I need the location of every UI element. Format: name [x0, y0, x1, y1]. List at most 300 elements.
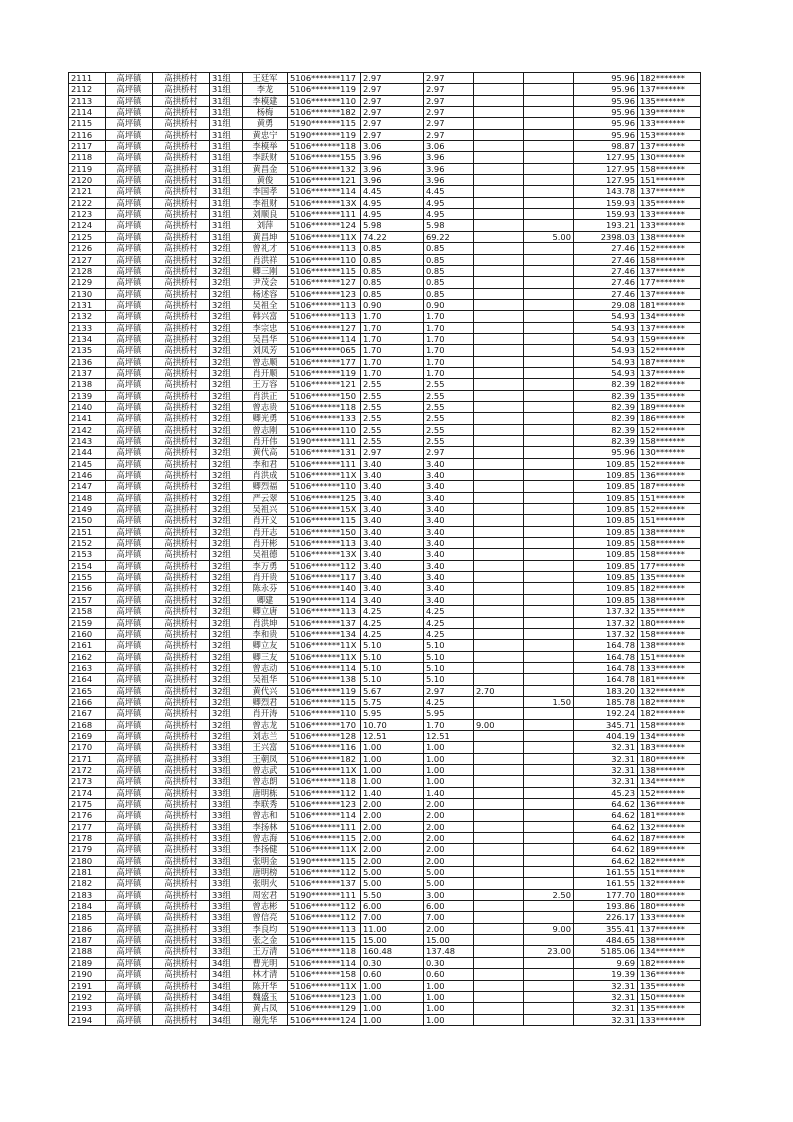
cell-town: 高坪镇 [106, 492, 153, 503]
cell-v1: 2.55 [361, 401, 424, 412]
cell-id: 5106*******132 [288, 163, 361, 174]
cell-amount: 32.31 [574, 991, 638, 1002]
cell-v3 [474, 458, 524, 469]
cell-amount: 64.62 [574, 810, 638, 821]
cell-v3 [474, 799, 524, 810]
cell-v1: 3.06 [361, 141, 424, 152]
cell-name: 曾志贵 [243, 401, 288, 412]
cell-amount: 9.69 [574, 957, 638, 968]
cell-phone: 132******* [638, 821, 701, 832]
cell-v4 [524, 651, 574, 662]
cell-no: 2162 [69, 651, 106, 662]
cell-group: 32组 [210, 685, 243, 696]
table-row [69, 799, 701, 810]
cell-no: 2158 [69, 606, 106, 617]
cell-no: 2118 [69, 152, 106, 163]
cell-no: 2137 [69, 367, 106, 378]
cell-group: 32组 [210, 481, 243, 492]
cell-v4 [524, 288, 574, 299]
cell-no: 2193 [69, 1003, 106, 1014]
cell-group: 32组 [210, 413, 243, 424]
cell-id: 5106*******111 [288, 209, 361, 220]
cell-v2: 3.06 [424, 141, 474, 152]
cell-v3 [474, 118, 524, 129]
cell-no: 2129 [69, 277, 106, 288]
cell-village: 高拱桥村 [153, 969, 210, 980]
cell-group: 33组 [210, 867, 243, 878]
cell-town: 高坪镇 [106, 867, 153, 878]
cell-village: 高拱桥村 [153, 1003, 210, 1014]
cell-amount: 27.46 [574, 243, 638, 254]
cell-town: 高坪镇 [106, 390, 153, 401]
cell-name: 唐明栋 [243, 787, 288, 798]
cell-village: 高拱桥村 [153, 867, 210, 878]
cell-id: 5106*******127 [288, 277, 361, 288]
cell-name: 李跃财 [243, 152, 288, 163]
cell-no: 2145 [69, 458, 106, 469]
cell-name: 李龙 [243, 84, 288, 95]
cell-phone: 152******* [638, 458, 701, 469]
cell-no: 2123 [69, 209, 106, 220]
cell-phone: 133******* [638, 118, 701, 129]
cell-v2: 2.55 [424, 436, 474, 447]
table-row [69, 197, 701, 208]
cell-group: 33组 [210, 753, 243, 764]
cell-no: 2180 [69, 855, 106, 866]
cell-no: 2192 [69, 991, 106, 1002]
table-row [69, 95, 701, 106]
cell-v3 [474, 141, 524, 152]
cell-village: 高拱桥村 [153, 833, 210, 844]
cell-village: 高拱桥村 [153, 458, 210, 469]
cell-amount: 137.32 [574, 617, 638, 628]
cell-v4 [524, 197, 574, 208]
cell-group: 32组 [210, 367, 243, 378]
table-row [69, 118, 701, 129]
cell-phone: 137******* [638, 186, 701, 197]
cell-v2: 4.45 [424, 186, 474, 197]
cell-amount: 95.96 [574, 129, 638, 140]
cell-no: 2194 [69, 1014, 106, 1025]
cell-amount: 127.95 [574, 152, 638, 163]
cell-phone: 151******* [638, 492, 701, 503]
cell-v4 [524, 265, 574, 276]
cell-phone: 132******* [638, 878, 701, 889]
cell-group: 33组 [210, 855, 243, 866]
cell-id: 5106*******115 [288, 515, 361, 526]
cell-village: 高拱桥村 [153, 481, 210, 492]
cell-v2: 3.96 [424, 175, 474, 186]
cell-v3 [474, 413, 524, 424]
cell-amount: 164.78 [574, 674, 638, 685]
cell-v2: 2.97 [424, 107, 474, 118]
cell-id: 5106*******133 [288, 413, 361, 424]
cell-v2: 4.25 [424, 617, 474, 628]
cell-name: 卿建 [243, 594, 288, 605]
cell-v4 [524, 538, 574, 549]
cell-v1: 0.90 [361, 299, 424, 310]
cell-name: 张之金 [243, 935, 288, 946]
cell-name: 杨述容 [243, 288, 288, 299]
cell-no: 2166 [69, 696, 106, 707]
cell-v3 [474, 889, 524, 900]
cell-town: 高坪镇 [106, 821, 153, 832]
cell-id: 5106*******134 [288, 628, 361, 639]
cell-group: 32组 [210, 651, 243, 662]
cell-no: 2156 [69, 583, 106, 594]
cell-v4 [524, 322, 574, 333]
cell-v1: 7.00 [361, 912, 424, 923]
cell-name: 谢先华 [243, 1014, 288, 1025]
cell-phone: 136******* [638, 470, 701, 481]
cell-phone: 152******* [638, 787, 701, 798]
cell-v2: 4.25 [424, 606, 474, 617]
cell-group: 34组 [210, 969, 243, 980]
cell-no: 2113 [69, 95, 106, 106]
table-row [69, 526, 701, 537]
cell-name: 杨梅 [243, 107, 288, 118]
table-row [69, 515, 701, 526]
cell-id: 5106*******114 [288, 662, 361, 673]
cell-v1: 5.95 [361, 708, 424, 719]
cell-v3 [474, 844, 524, 855]
cell-v3 [474, 288, 524, 299]
cell-v1: 5.00 [361, 867, 424, 878]
cell-name: 肖洪坤 [243, 617, 288, 628]
cell-amount: 109.85 [574, 560, 638, 571]
cell-amount: 109.85 [574, 458, 638, 469]
cell-v2: 4.25 [424, 628, 474, 639]
cell-amount: 64.62 [574, 833, 638, 844]
cell-name: 曹光明 [243, 957, 288, 968]
cell-name: 唐明榜 [243, 867, 288, 878]
cell-v3 [474, 367, 524, 378]
cell-phone: 186******* [638, 413, 701, 424]
cell-town: 高坪镇 [106, 470, 153, 481]
cell-town: 高坪镇 [106, 322, 153, 333]
cell-amount: 82.39 [574, 436, 638, 447]
cell-id: 5106*******113 [288, 606, 361, 617]
table-row [69, 356, 701, 367]
cell-id: 5106*******118 [288, 141, 361, 152]
cell-v4 [524, 515, 574, 526]
cell-village: 高拱桥村 [153, 356, 210, 367]
cell-id: 5106*******111 [288, 821, 361, 832]
cell-group: 32组 [210, 526, 243, 537]
cell-v2: 1.00 [424, 753, 474, 764]
cell-amount: 98.87 [574, 141, 638, 152]
cell-id: 5106*******114 [288, 810, 361, 821]
cell-group: 32组 [210, 662, 243, 673]
cell-amount: 82.39 [574, 413, 638, 424]
cell-village: 高拱桥村 [153, 424, 210, 435]
cell-v3 [474, 401, 524, 412]
cell-village: 高拱桥村 [153, 107, 210, 118]
cell-v1: 2.97 [361, 447, 424, 458]
cell-village: 高拱桥村 [153, 129, 210, 140]
cell-name: 李模建 [243, 95, 288, 106]
cell-v2: 0.30 [424, 957, 474, 968]
cell-v1: 3.40 [361, 515, 424, 526]
cell-v3: 2.70 [474, 685, 524, 696]
cell-v1: 3.40 [361, 572, 424, 583]
cell-id: 5106*******118 [288, 401, 361, 412]
cell-v4 [524, 95, 574, 106]
table-row [69, 458, 701, 469]
cell-v3 [474, 969, 524, 980]
cell-v3 [474, 231, 524, 242]
cell-v4 [524, 492, 574, 503]
cell-id: 5190*******115 [288, 118, 361, 129]
cell-v4 [524, 776, 574, 787]
cell-name: 吴祖德 [243, 549, 288, 560]
table-row [69, 708, 701, 719]
cell-no: 2187 [69, 935, 106, 946]
cell-phone: 150******* [638, 991, 701, 1002]
cell-amount: 32.31 [574, 764, 638, 775]
cell-name: 卿立唐 [243, 606, 288, 617]
cell-town: 高坪镇 [106, 935, 153, 946]
cell-v1: 2.55 [361, 390, 424, 401]
cell-v2: 3.40 [424, 504, 474, 515]
cell-v1: 2.97 [361, 73, 424, 84]
cell-name: 曾志刚 [243, 424, 288, 435]
cell-village: 高拱桥村 [153, 504, 210, 515]
cell-no: 2119 [69, 163, 106, 174]
table-row [69, 628, 701, 639]
cell-v4 [524, 640, 574, 651]
cell-town: 高坪镇 [106, 243, 153, 254]
cell-v3 [474, 594, 524, 605]
cell-v3 [474, 878, 524, 889]
cell-no: 2186 [69, 923, 106, 934]
cell-id: 5106*******140 [288, 583, 361, 594]
cell-v1: 15.00 [361, 935, 424, 946]
cell-no: 2172 [69, 764, 106, 775]
cell-village: 高拱桥村 [153, 753, 210, 764]
cell-v4: 2.50 [524, 889, 574, 900]
cell-village: 高拱桥村 [153, 277, 210, 288]
cell-phone: 158******* [638, 538, 701, 549]
cell-amount: 54.93 [574, 345, 638, 356]
cell-group: 32组 [210, 436, 243, 447]
cell-amount: 109.85 [574, 583, 638, 594]
cell-v1: 1.00 [361, 776, 424, 787]
cell-amount: 54.93 [574, 356, 638, 367]
cell-group: 34组 [210, 991, 243, 1002]
cell-v3 [474, 776, 524, 787]
cell-v2: 2.55 [424, 424, 474, 435]
cell-v2: 2.00 [424, 821, 474, 832]
cell-amount: 27.46 [574, 288, 638, 299]
cell-town: 高坪镇 [106, 889, 153, 900]
cell-village: 高拱桥村 [153, 322, 210, 333]
cell-village: 高拱桥村 [153, 470, 210, 481]
cell-phone: 135******* [638, 572, 701, 583]
cell-village: 高拱桥村 [153, 231, 210, 242]
cell-amount: 82.39 [574, 401, 638, 412]
cell-id: 5106*******113 [288, 243, 361, 254]
cell-no: 2120 [69, 175, 106, 186]
cell-v1: 1.70 [361, 333, 424, 344]
table-row [69, 810, 701, 821]
cell-town: 高坪镇 [106, 560, 153, 571]
cell-group: 32组 [210, 345, 243, 356]
cell-village: 高拱桥村 [153, 447, 210, 458]
cell-village: 高拱桥村 [153, 617, 210, 628]
cell-town: 高坪镇 [106, 538, 153, 549]
cell-group: 32组 [210, 538, 243, 549]
cell-id: 5106*******124 [288, 220, 361, 231]
cell-v3 [474, 129, 524, 140]
table-row [69, 606, 701, 617]
cell-village: 高拱桥村 [153, 379, 210, 390]
cell-v4 [524, 628, 574, 639]
cell-phone: 137******* [638, 288, 701, 299]
cell-no: 2136 [69, 356, 106, 367]
cell-v4 [524, 764, 574, 775]
cell-village: 高拱桥村 [153, 572, 210, 583]
cell-town: 高坪镇 [106, 504, 153, 515]
cell-v3 [474, 379, 524, 390]
cell-v3 [474, 617, 524, 628]
cell-v4 [524, 753, 574, 764]
cell-phone: 130******* [638, 152, 701, 163]
cell-v2: 5.10 [424, 651, 474, 662]
cell-town: 高坪镇 [106, 107, 153, 118]
cell-amount: 404.19 [574, 730, 638, 741]
cell-village: 高拱桥村 [153, 776, 210, 787]
cell-v3 [474, 912, 524, 923]
cell-id: 5106*******112 [288, 867, 361, 878]
cell-town: 高坪镇 [106, 1014, 153, 1025]
cell-amount: 45.23 [574, 787, 638, 798]
cell-name: 曾志动 [243, 662, 288, 673]
table-row [69, 492, 701, 503]
cell-v2: 2.55 [424, 413, 474, 424]
cell-phone: 151******* [638, 651, 701, 662]
cell-v1: 3.40 [361, 458, 424, 469]
cell-id: 5106*******110 [288, 254, 361, 265]
cell-no: 2182 [69, 878, 106, 889]
table-row [69, 1003, 701, 1014]
cell-name: 李模举 [243, 141, 288, 152]
cell-village: 高拱桥村 [153, 821, 210, 832]
cell-name: 严云翠 [243, 492, 288, 503]
table-row [69, 651, 701, 662]
cell-v2: 5.00 [424, 867, 474, 878]
table-row [69, 1014, 701, 1025]
cell-village: 高拱桥村 [153, 730, 210, 741]
cell-amount: 127.95 [574, 175, 638, 186]
cell-name: 王廷军 [243, 73, 288, 84]
cell-town: 高坪镇 [106, 787, 153, 798]
table-row [69, 742, 701, 753]
cell-name: 肖开贵 [243, 572, 288, 583]
cell-v3 [474, 833, 524, 844]
cell-v3 [474, 1003, 524, 1014]
cell-village: 高拱桥村 [153, 163, 210, 174]
cell-v4 [524, 141, 574, 152]
cell-group: 33组 [210, 946, 243, 957]
cell-v1: 2.00 [361, 821, 424, 832]
cell-phone: 187******* [638, 833, 701, 844]
cell-v2: 5.10 [424, 640, 474, 651]
cell-phone: 181******* [638, 299, 701, 310]
cell-v4 [524, 152, 574, 163]
cell-id: 5106*******125 [288, 492, 361, 503]
cell-name: 李良均 [243, 923, 288, 934]
cell-group: 32组 [210, 254, 243, 265]
cell-v4 [524, 163, 574, 174]
cell-group: 32组 [210, 696, 243, 707]
cell-town: 高坪镇 [106, 186, 153, 197]
cell-v3 [474, 209, 524, 220]
cell-no: 2163 [69, 662, 106, 673]
cell-v4 [524, 617, 574, 628]
cell-phone: 182******* [638, 708, 701, 719]
cell-name: 肖洪正 [243, 390, 288, 401]
cell-phone: 152******* [638, 243, 701, 254]
cell-v4: 5.00 [524, 231, 574, 242]
cell-v1: 12.51 [361, 730, 424, 741]
table-row [69, 617, 701, 628]
cell-town: 高坪镇 [106, 163, 153, 174]
cell-group: 32组 [210, 583, 243, 594]
cell-group: 33组 [210, 799, 243, 810]
cell-name: 林才清 [243, 969, 288, 980]
cell-v1: 5.75 [361, 696, 424, 707]
cell-v4 [524, 867, 574, 878]
cell-id: 5190*******114 [288, 594, 361, 605]
cell-v4 [524, 277, 574, 288]
cell-group: 31组 [210, 163, 243, 174]
cell-id: 5106*******137 [288, 878, 361, 889]
cell-v2: 0.85 [424, 277, 474, 288]
cell-v1: 4.25 [361, 606, 424, 617]
cell-v1: 2.00 [361, 833, 424, 844]
cell-phone: 180******* [638, 753, 701, 764]
cell-v3 [474, 867, 524, 878]
cell-v2: 7.00 [424, 912, 474, 923]
cell-name: 卿光勇 [243, 413, 288, 424]
cell-town: 高坪镇 [106, 730, 153, 741]
cell-no: 2190 [69, 969, 106, 980]
cell-v4 [524, 549, 574, 560]
table-row [69, 322, 701, 333]
cell-village: 高拱桥村 [153, 220, 210, 231]
cell-v2: 2.97 [424, 118, 474, 129]
cell-v1: 0.60 [361, 969, 424, 980]
cell-phone: 133******* [638, 220, 701, 231]
cell-id: 5106*******112 [288, 901, 361, 912]
cell-v2: 3.40 [424, 492, 474, 503]
cell-amount: 143.78 [574, 186, 638, 197]
cell-phone: 138******* [638, 594, 701, 605]
cell-village: 高拱桥村 [153, 118, 210, 129]
cell-v2: 0.85 [424, 288, 474, 299]
cell-v2: 3.96 [424, 163, 474, 174]
cell-v4 [524, 1003, 574, 1014]
cell-name: 周宏君 [243, 889, 288, 900]
cell-phone: 181******* [638, 810, 701, 821]
cell-name: 刘凤芳 [243, 345, 288, 356]
cell-v1: 4.95 [361, 197, 424, 208]
cell-no: 2149 [69, 504, 106, 515]
cell-group: 32组 [210, 640, 243, 651]
cell-group: 33组 [210, 935, 243, 946]
cell-village: 高拱桥村 [153, 73, 210, 84]
